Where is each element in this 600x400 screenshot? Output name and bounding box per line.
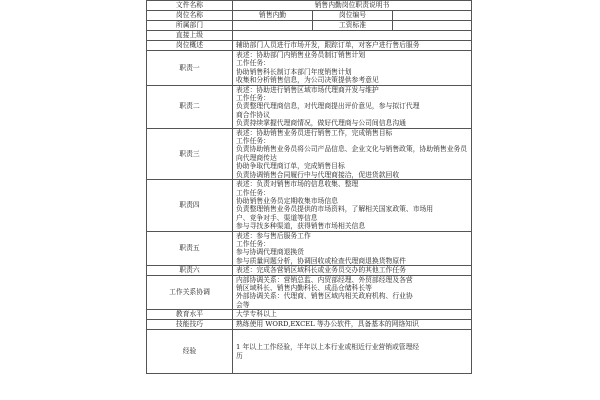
- post-name-value: 销售内勤: [233, 11, 313, 21]
- duty-line: 负责协调销售合同履行中与代理商接洽，促进货款回收: [236, 170, 400, 179]
- duty-line: 负责整理代理商信息，对代理商提出评价意见，参与拟订代理: [236, 102, 420, 111]
- duty-line: 工作任务：: [236, 137, 270, 146]
- duty-content: [233, 180, 472, 231]
- duty-line: 表述：协助部门内销售业务员制订销售计划: [236, 51, 366, 59]
- salary-value: [393, 21, 472, 31]
- experience-line: 历: [236, 351, 243, 360]
- supervisor-label: 直接上级: [147, 31, 233, 41]
- duty-row: [147, 51, 472, 86]
- overview-row: [147, 41, 472, 51]
- duty-line: 收集和分析销售信息，为公司决策提供参考意见: [236, 76, 379, 85]
- supervisor-value: [233, 31, 472, 41]
- duty-line: 表述：协助进行销售区域市场代理商开发与维护: [236, 85, 379, 94]
- dept-row: [147, 21, 472, 31]
- duty-line: 参与寻找多种渠道，获得销售市场相关信息: [236, 222, 366, 231]
- duty-content: [233, 51, 472, 86]
- coordination-line: 外部协调关系：代理商、销售区域内相关政府机构、行业协: [236, 292, 413, 301]
- duty-line: 工作任务：: [236, 59, 270, 68]
- job-description-table: [146, 0, 472, 374]
- post-name-label: 岗位名称: [147, 11, 233, 21]
- duty-line: 表述：协助销售业务员进行销售工作，完成销售目标: [236, 128, 393, 137]
- duty-line: 工作任务：: [236, 239, 270, 248]
- duty-row: [147, 266, 472, 275]
- duty-line: 表述：负责对销售市场的信息收集、整理: [236, 180, 359, 189]
- post-row: [147, 11, 472, 21]
- duty-line: 表述：参与售后服务工作: [236, 231, 311, 240]
- education-row: [147, 310, 472, 320]
- salary-label: 工资标准: [313, 21, 393, 31]
- duty-content: [233, 128, 472, 179]
- duty-content: [233, 266, 472, 275]
- duty-line: 参与质量问题分析，协调回收或检查代理商退换货物原件: [236, 256, 406, 265]
- supervisor-row: [147, 31, 472, 41]
- duty-line: 商合作协议: [236, 110, 270, 119]
- coordination-content: [233, 275, 472, 310]
- dept-label: 所属部门: [147, 21, 233, 31]
- job-description-document: [146, 0, 471, 374]
- duty-label: 职责四: [147, 180, 233, 231]
- duty-line: 负责整理销售业务员提供的市场资料，了解相关国家政策、市场用: [236, 205, 434, 214]
- duty-row: [147, 180, 472, 231]
- skills-row: [147, 320, 472, 330]
- dept-value: [233, 21, 313, 31]
- coordination-row: [147, 275, 472, 310]
- experience-line: 1 年以上工作经验，半年以上本行业或相近行业营销或管理经: [236, 343, 420, 352]
- duty-content: [233, 85, 472, 128]
- duty-label: 职责五: [147, 231, 233, 266]
- duty-line: 工作任务：: [236, 94, 270, 103]
- duty-line: 户、竞争对手、渠道等信息: [236, 213, 318, 222]
- coordination-line: 会等: [236, 300, 250, 309]
- duty-row: [147, 128, 472, 179]
- coordination-line: 内部协调关系：营销总监、内贸部经理、外贸部经理及各营: [236, 275, 413, 284]
- education-label: 教育水平: [147, 310, 233, 320]
- duty-label: 职责三: [147, 128, 233, 179]
- duty-line: 向代理商传达: [236, 153, 277, 162]
- document-title: 销售内勤岗位职责说明书: [233, 1, 472, 11]
- duty-line: 协助争取代理商订单，完成销售目标: [236, 162, 345, 171]
- duty-line: 协助销售业务员定期收集市场信息: [236, 196, 338, 205]
- education-value: 大学专科以上: [233, 310, 472, 320]
- coordination-label: 工作关系协调: [147, 275, 233, 310]
- file-name-label: 文件名称: [147, 1, 233, 11]
- duty-line: 表述：完成各营销区域科长或业务员交办的其他工作任务: [236, 266, 406, 275]
- duty-label: 职责二: [147, 85, 233, 128]
- experience-row: [147, 330, 472, 374]
- duty-line: 负责持续掌握代理商情况，做好代理商与公司间信息沟通: [236, 119, 406, 128]
- duty-line: 负责协助销售业务员将公司产品信息、企业文化与销售政策，协助销售业务员: [236, 145, 468, 154]
- duty-line: 协助销售科长制订本部门年度销售计划: [236, 67, 352, 76]
- duty-line: 参与协调代理商退换货: [236, 248, 304, 257]
- coordination-line: 销区域科长、销售内勤科长、成品仓储科长等: [236, 283, 372, 292]
- duty-label: 职责一: [147, 51, 233, 86]
- duty-label: 职责六: [147, 266, 233, 275]
- post-code-label: 岗位编号: [313, 11, 393, 21]
- overview-text: 辅助部门人员进行市场开发，跟踪订单，对客户进行售后服务: [233, 41, 472, 51]
- experience-label: 经验: [147, 330, 233, 374]
- duty-line: 工作任务：: [236, 188, 270, 197]
- duty-row: [147, 231, 472, 266]
- skills-label: 技能技巧: [147, 320, 233, 330]
- experience-content: [233, 330, 472, 374]
- title-row: [147, 1, 472, 11]
- duty-content: [233, 231, 472, 266]
- post-code-value: [393, 11, 472, 21]
- skills-value: 熟练使用 WORD,EXCEL 等办公软件，具备基本的网络知识: [233, 320, 472, 330]
- duty-row: [147, 85, 472, 128]
- overview-label: 岗位概述: [147, 41, 233, 51]
